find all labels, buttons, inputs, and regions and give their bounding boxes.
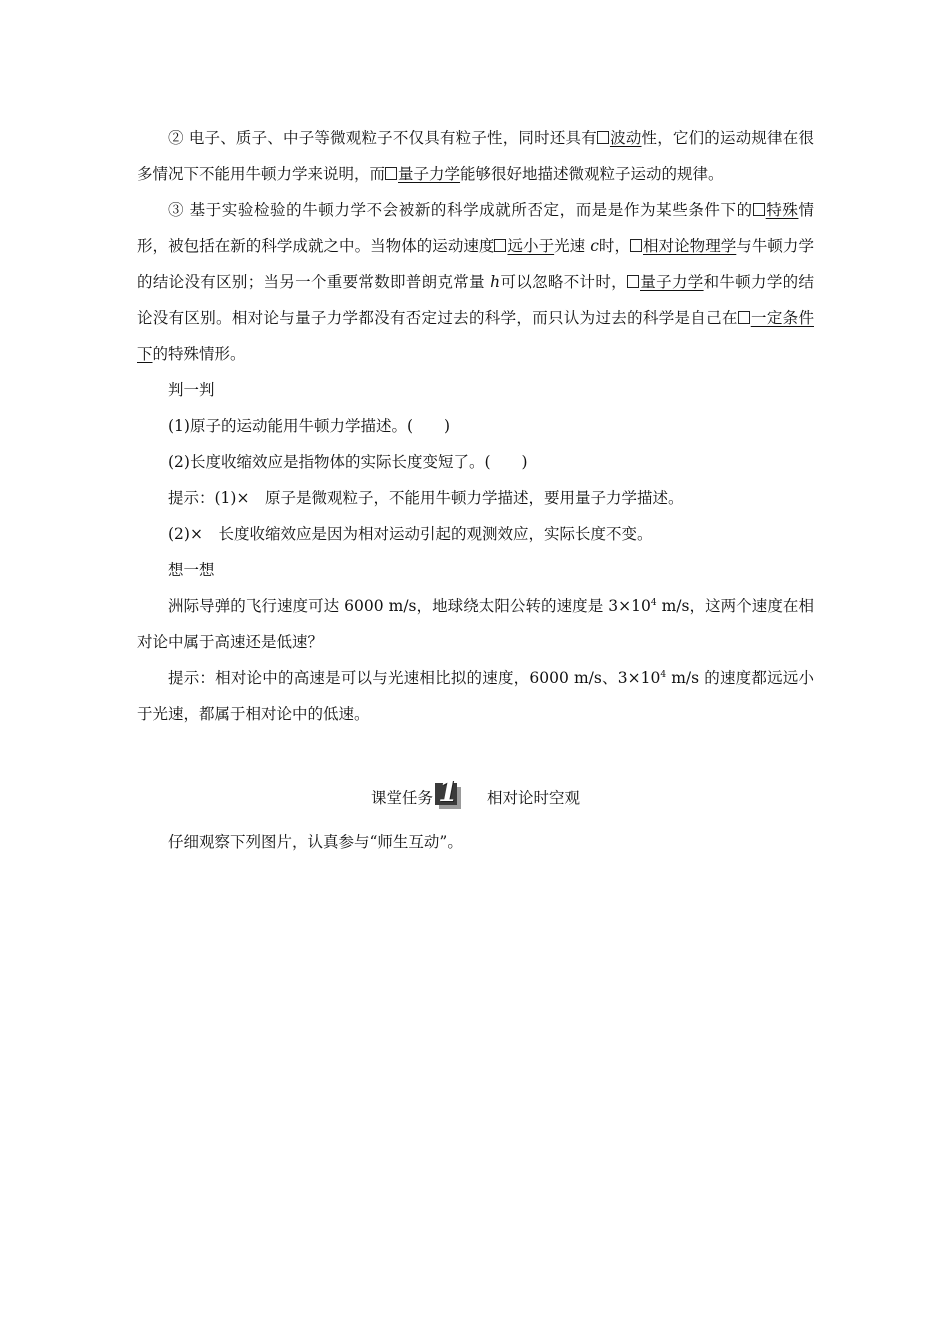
judge-answer-1: 提示：(1)× 原子是微观粒子，不能用牛顿力学描述，要用量子力学描述。	[168, 489, 684, 507]
section-heading	[137, 775, 814, 818]
think-answer: 提示：相对论中的高速是可以与光速相比拟的速度，6000 m/s、$3\times 10^4$ m/s 的速度都远远小于光速，都属于相对论中的低速。	[137, 669, 815, 723]
fill-blank-conditions: 一定条件下	[137, 309, 814, 363]
answer-box-icon	[597, 131, 609, 144]
fill-blank-special: 特殊	[753, 201, 799, 219]
fill-blank-relativity: 相对论物理学	[630, 237, 736, 255]
judge-question-1: (1)原子的运动能用牛顿力学描述。( )	[168, 417, 451, 435]
section-prefix: 课堂任务	[370, 789, 433, 807]
answer-box-icon	[385, 167, 397, 180]
answer-box-icon	[630, 239, 642, 252]
judge-answer-2: (2)× 长度收缩效应是因为相对运动引起的观测效应，实际长度不变。	[168, 525, 653, 543]
document-page	[137, 120, 814, 860]
section-number-badge-icon: 1	[435, 781, 461, 809]
judge-heading: 判一判	[168, 381, 215, 399]
fill-blank-much-less: 远小于	[494, 237, 554, 255]
section-title: 相对论时空观	[487, 789, 581, 807]
answer-box-icon	[627, 275, 639, 288]
symbol-h: h	[490, 273, 501, 291]
instruction-text: 仔细观察下列图片，认真参与“师生互动”。	[168, 833, 463, 851]
fill-blank-wave: 波动	[597, 129, 642, 147]
paragraph-wave-particle: ② 电子、质子、中子等微观粒子不仅具有粒子性，同时还具有 波动性，它们的运动规律在很多情况下不能用牛顿力学来说明，而 量子力学能够很好地描述微观粒子运动的规律。	[137, 129, 814, 183]
think-heading: 想一想	[168, 561, 215, 579]
answer-box-icon	[753, 203, 765, 216]
think-question: 洲际导弹的飞行速度可达 6000 m/s，地球绕太阳公转的速度是 $3\times 10^4$ m/s，这两个速度在相对论中属于高速还是低速？	[137, 597, 814, 651]
answer-box-icon	[738, 311, 750, 324]
answer-box-icon	[494, 239, 506, 252]
judge-question-2: (2)长度收缩效应是指物体的实际长度变短了。( )	[168, 453, 528, 471]
fill-blank-quantum: 量子力学	[385, 165, 460, 183]
symbol-c: c	[590, 237, 599, 255]
fill-blank-quantum-2: 量子力学	[627, 273, 704, 291]
paragraph-newton-limits: ③ 基于实验检验的牛顿力学不会被新的科学成就所否定，而是是作为某些条件下的 特殊情形，被包括在新的科学成就之中。当物体的运动速度 远小于光速 c时， 相对论物理学与牛顿力学的结论没有区别；当另一个重要常数即普朗克常量 h可以忽略不计时， 量子力学和牛顿力学的结论没有区别。相对论与量子力学都没有否定过去的科学，而只认为过去的科学是自己在 一定条件下的特殊情形。	[137, 201, 814, 363]
